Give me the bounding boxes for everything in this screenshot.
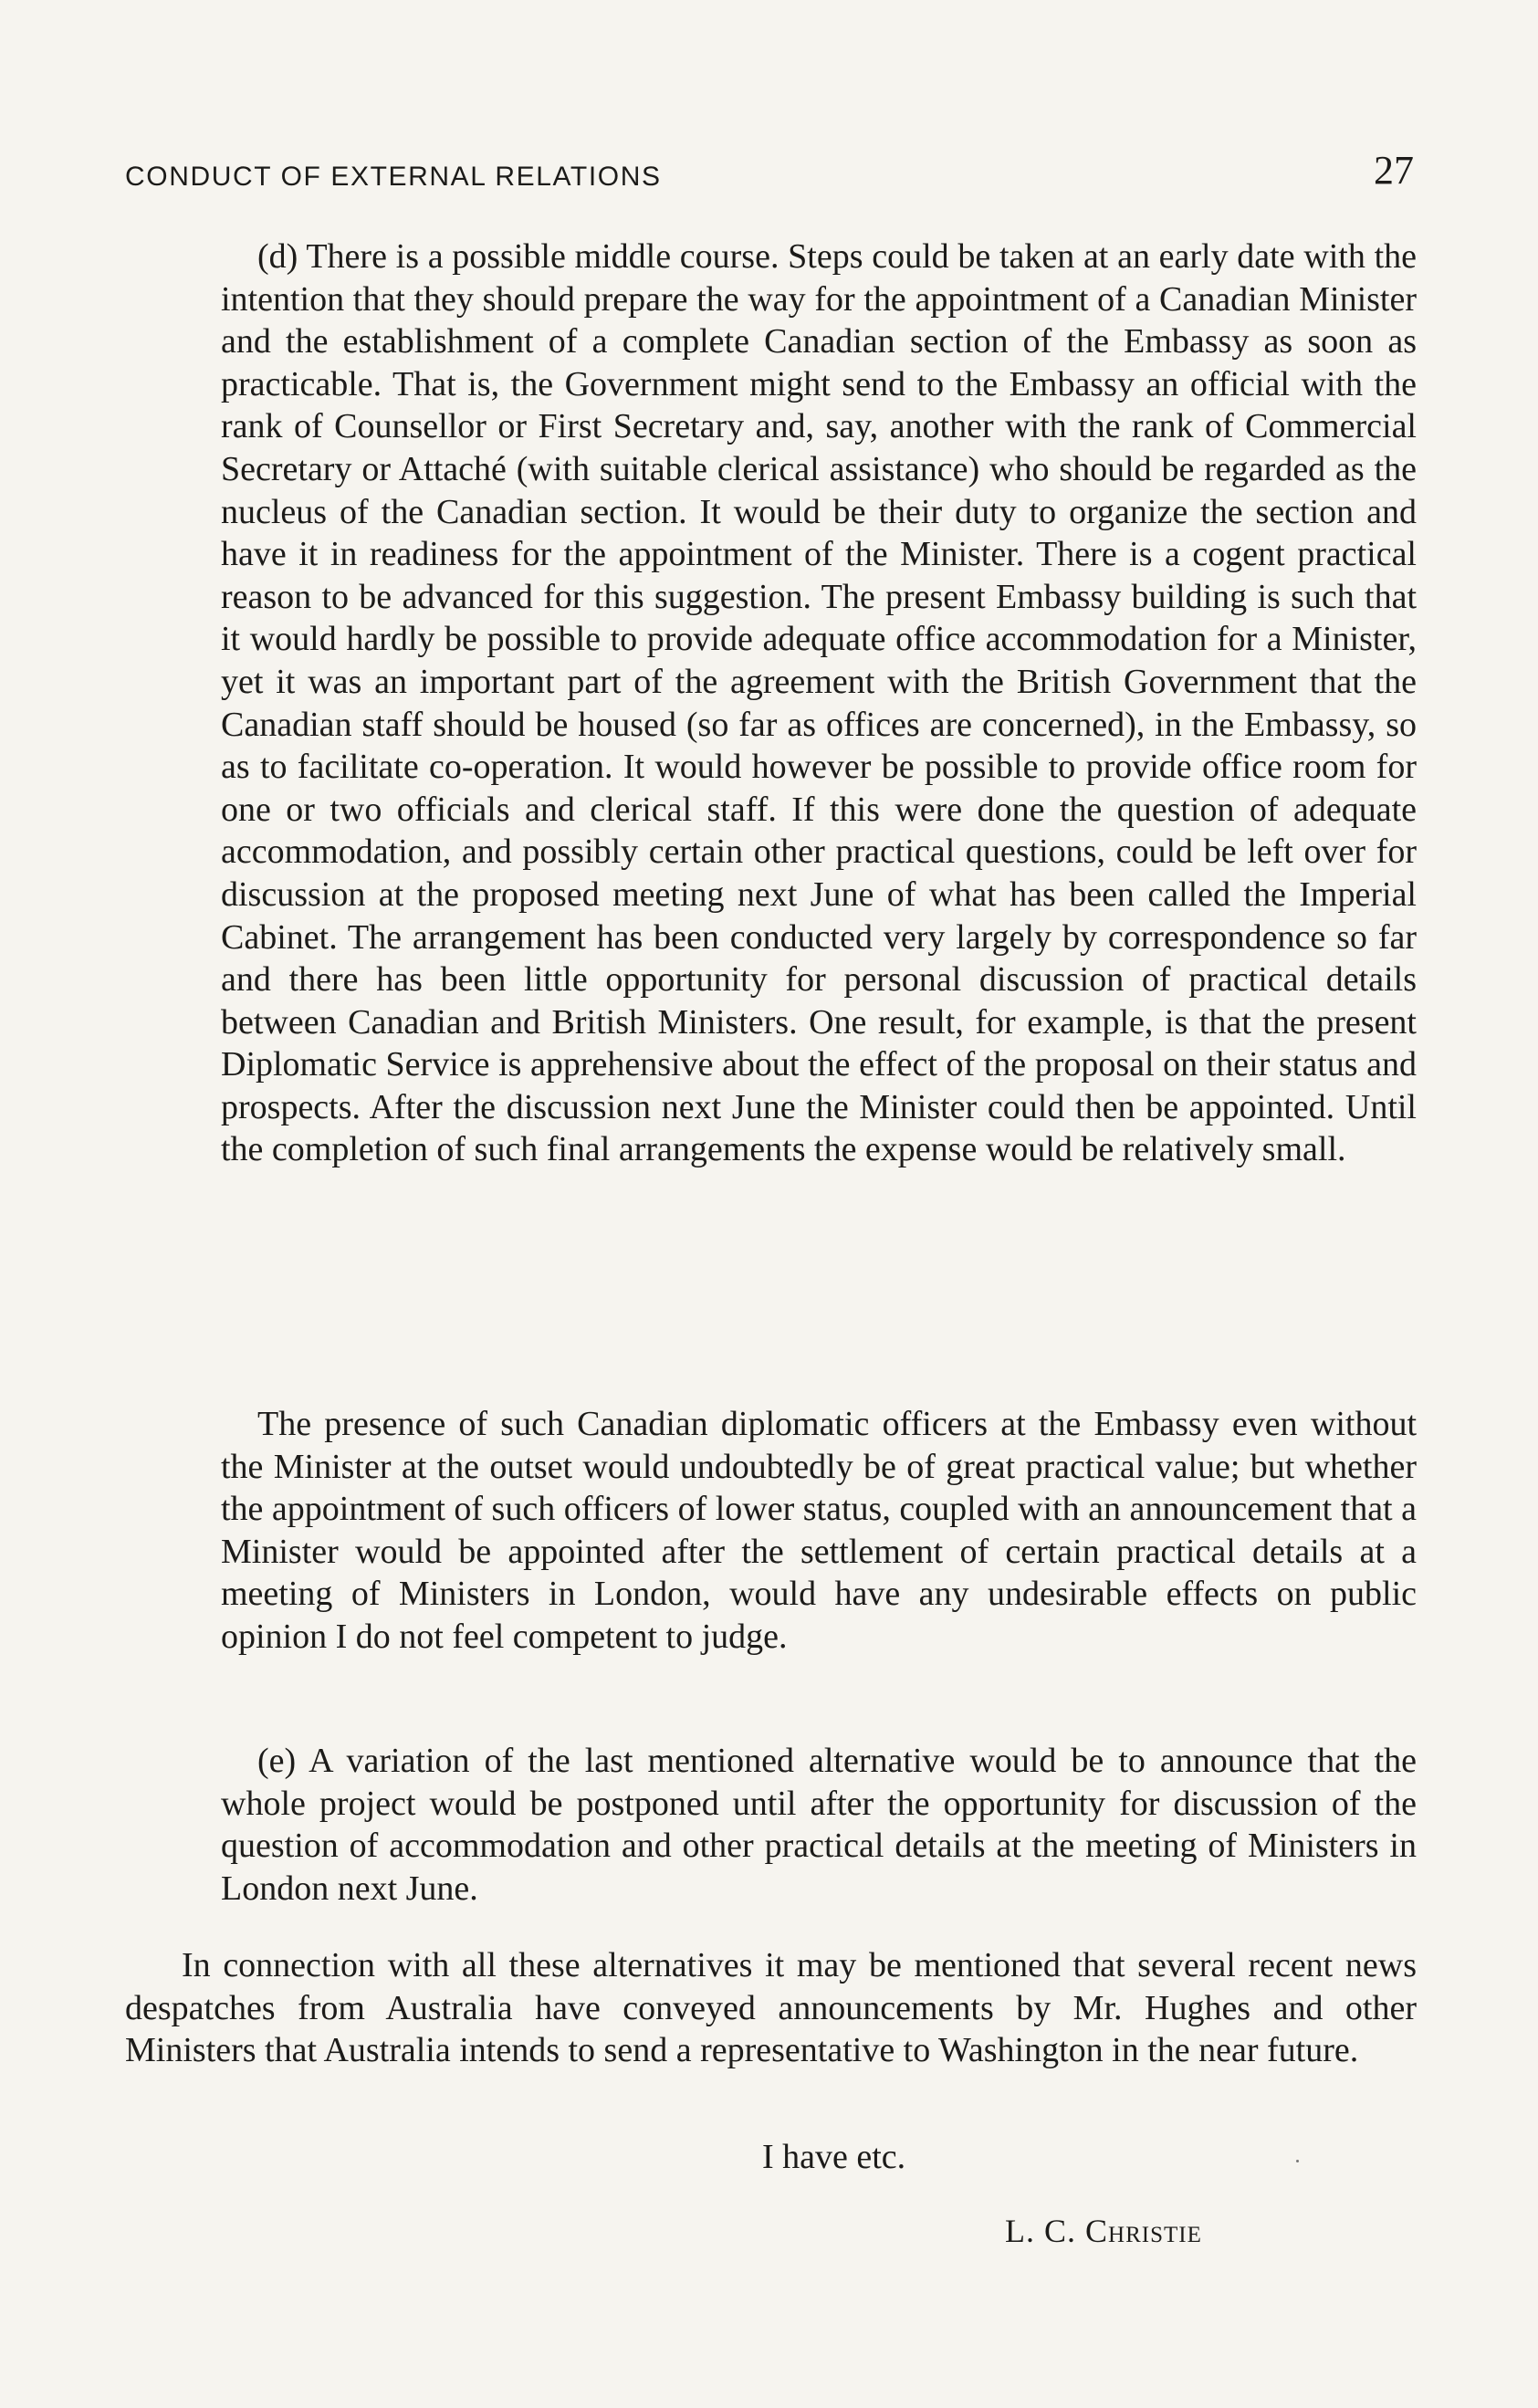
- paragraph-presence: The presence of such Canadian diplomatic officers at the Embassy even without the Minister at the outset would undoubtedly be of great practical value; but whether the appointment of such officers of lower status, coupled with an announcement that a Minister would be appointed after the settlement of certain practical details at a meeting of Ministers in London, would have any undesirable effects on public opinion I do not feel competent to judge.: [221, 1405, 1417, 1656]
- signature: L. C. Christie: [1005, 2213, 1202, 2249]
- print-speck: [1296, 2160, 1299, 2162]
- closing-line: I have etc.: [762, 2138, 906, 2176]
- paragraph-option-d: (d) There is a possible middle course. Steps could be taken at an early date with the intention that they should prepare the way for the appointment of a Canadian Minister and the establishment of a complete Canadian section of the Embassy as soon as practicable. That is, the Government might send to the Embassy an official with the rank of Counsellor or First Secretary and, say, another with the rank of Commercial Secretary or Attaché (with suitable clerical assistance) who should be regarded as the nucleus of the Canadian section. It would be their duty to organize the section and have it in readiness for the appointment of the Minister. There is a cogent practical reason to be advanced for this suggestion. The present Embassy building is such that it would hardly be possible to provide adequate office accommodation for a Minister, yet it was an important part of the agreement with the British Government that the Canadian staff should be housed (so far as offices are concerned), in the Embassy, so as to facilitate co-operation. It would however be possible to provide office room for one or two officials and clerical staff. If this were done the question of adequate accommodation, and possibly certain other practical questions, could be left over for discussion at the proposed meeting next June of what has been called the Imperial Cabinet. The arrangement has been conducted very largely by correspondence so far and there has been little opportunity for personal discussion of practical details between Canadian and British Ministers. One result, for example, is that the present Diplomatic Service is apprehensive about the effect of the proposal on their status and prospects. After the discussion next June the Minister could then be appointed. Until the completion of such final arrangements the expense would be relatively small.: [221, 237, 1417, 1169]
- paragraph-option-e: (e) A variation of the last mentioned alternative would be to announce that the whole project would be postponed until after the opportunity for discussion of the question of accommodation and other practical details at the meeting of Ministers in London next June.: [221, 1742, 1417, 1908]
- running-head: [125, 148, 1414, 205]
- running-title: CONDUCT OF EXTERNAL RELATIONS: [125, 162, 662, 192]
- paragraph-connection: In connection with all these alternatives it may be mentioned that several recent news despatches from Australia have conveyed announcements by Mr. Hughes and other Ministers that Australia intends to send a representative to Washington in the near future.: [125, 1946, 1417, 2070]
- page-number: 27: [1374, 148, 1414, 193]
